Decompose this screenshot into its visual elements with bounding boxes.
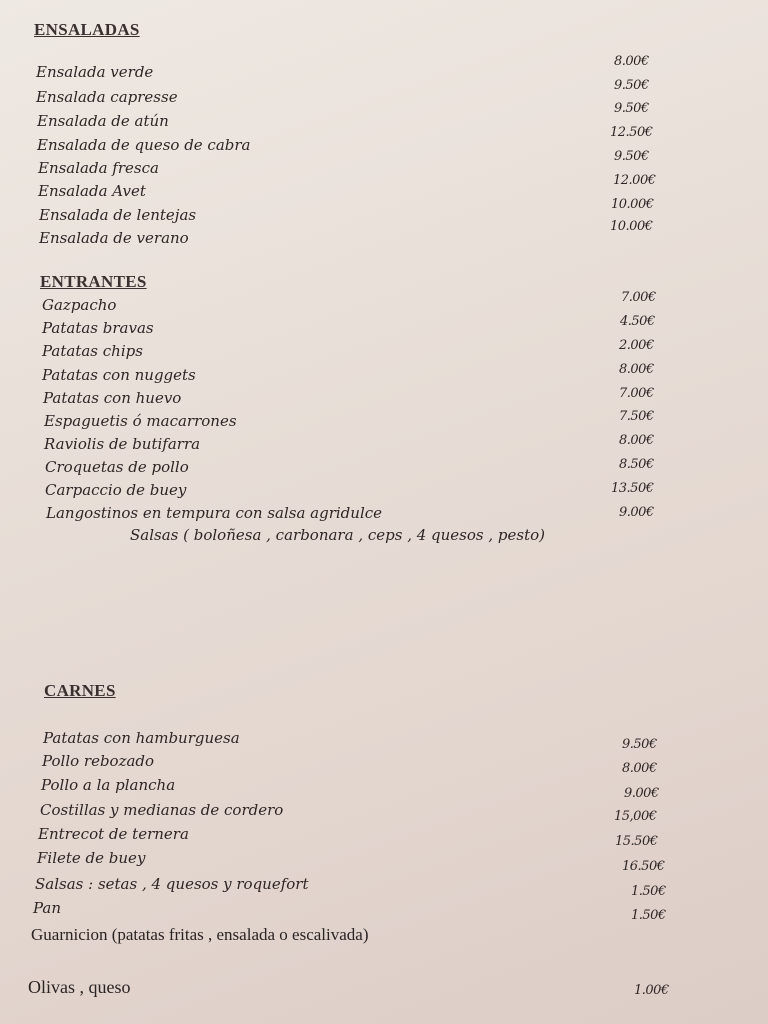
menu-item-name: Salsas : setas , 4 quesos y roquefort: [35, 875, 309, 893]
menu-item-price: 9.00€: [624, 786, 659, 801]
menu-item-price: 10.00€: [610, 219, 653, 234]
menu-item-name: Entrecot de ternera: [38, 825, 189, 843]
menu-item-price: 12.50€: [610, 125, 653, 140]
menu-item-price: 1.50€: [631, 908, 666, 923]
menu-item-price: 9.50€: [614, 101, 649, 116]
menu-item-price: 12.00€: [613, 173, 656, 188]
menu-item-name: Langostinos en tempura con salsa agridulce: [46, 504, 383, 522]
menu-item-name: Olivas , queso: [28, 977, 131, 997]
menu-item-name: Pollo rebozado: [42, 752, 155, 770]
menu-item-price: 16.50€: [622, 859, 665, 874]
menu-item-name: Ensalada verde: [36, 63, 154, 81]
menu-item-name: Ensalada capresse: [36, 88, 178, 106]
menu-item-price: 8.50€: [619, 457, 654, 472]
menu-item-name: Ensalada Avet: [38, 182, 146, 200]
garnish-note: Guarnicion (patatas fritas , ensalada o escalivada): [31, 925, 369, 944]
menu-item-name: Ensalada fresca: [38, 159, 159, 177]
sauces-note: Salsas ( boloñesa , carbonara , ceps , 4 quesos , pesto): [130, 526, 546, 544]
menu-item-name: Patatas chips: [42, 342, 143, 360]
menu-item-name: Patatas con nuggets: [42, 366, 196, 384]
menu-item-price: 1.00€: [634, 983, 669, 998]
menu-item-price: 15,00€: [614, 809, 657, 824]
menu-item-price: 9.50€: [622, 737, 657, 752]
menu-item-name: Croquetas de pollo: [45, 458, 189, 476]
menu-item-price: 8.00€: [622, 761, 657, 776]
menu-item-price: 7.00€: [619, 386, 654, 401]
menu-item-name: Espaguetis ó macarrones: [44, 412, 237, 430]
menu-item-name: Ensalada de lentejas: [39, 206, 197, 224]
section-title-entrantes: ENTRANTES: [40, 272, 147, 291]
menu-item-price: 7.00€: [621, 290, 656, 305]
menu-item-name: Costillas y medianas de cordero: [40, 801, 284, 819]
menu-item-name: Ensalada de verano: [39, 229, 189, 247]
menu-item-price: 8.00€: [619, 362, 654, 377]
menu-item-price: 9.50€: [614, 78, 649, 93]
section-title-ensaladas: ENSALADAS: [34, 20, 140, 39]
menu-item-name: Filete de buey: [37, 849, 146, 867]
menu-item-name: Patatas con huevo: [43, 389, 182, 407]
menu-item-name: Patatas con hamburguesa: [43, 729, 240, 747]
section-title-carnes: CARNES: [44, 681, 116, 700]
menu-item-name: Ensalada de queso de cabra: [37, 136, 251, 154]
menu-item-price: 4.50€: [620, 314, 655, 329]
menu-item-price: 8.00€: [614, 54, 649, 69]
menu-item-name: Carpaccio de buey: [45, 481, 187, 499]
menu-item-name: Raviolis de butifarra: [44, 435, 201, 453]
menu-item-price: 13.50€: [611, 481, 654, 496]
menu-item-name: Gazpacho: [42, 296, 117, 314]
menu-item-price: 7.50€: [619, 409, 654, 424]
menu-item-price: 8.00€: [619, 433, 654, 448]
menu-item-price: 2.00€: [619, 338, 654, 353]
menu-item-price: 10.00€: [611, 197, 654, 212]
menu-item-price: 15.50€: [615, 834, 658, 849]
menu-item-name: Patatas bravas: [42, 319, 154, 337]
menu-item-name: Pan: [33, 899, 62, 917]
menu-item-price: 9.00€: [619, 505, 654, 520]
menu-item-price: 9.50€: [614, 149, 649, 164]
menu-item-name: Ensalada de atún: [37, 112, 169, 130]
menu-item-name: Pollo a la plancha: [41, 776, 176, 794]
menu-item-price: 1.50€: [631, 884, 666, 899]
